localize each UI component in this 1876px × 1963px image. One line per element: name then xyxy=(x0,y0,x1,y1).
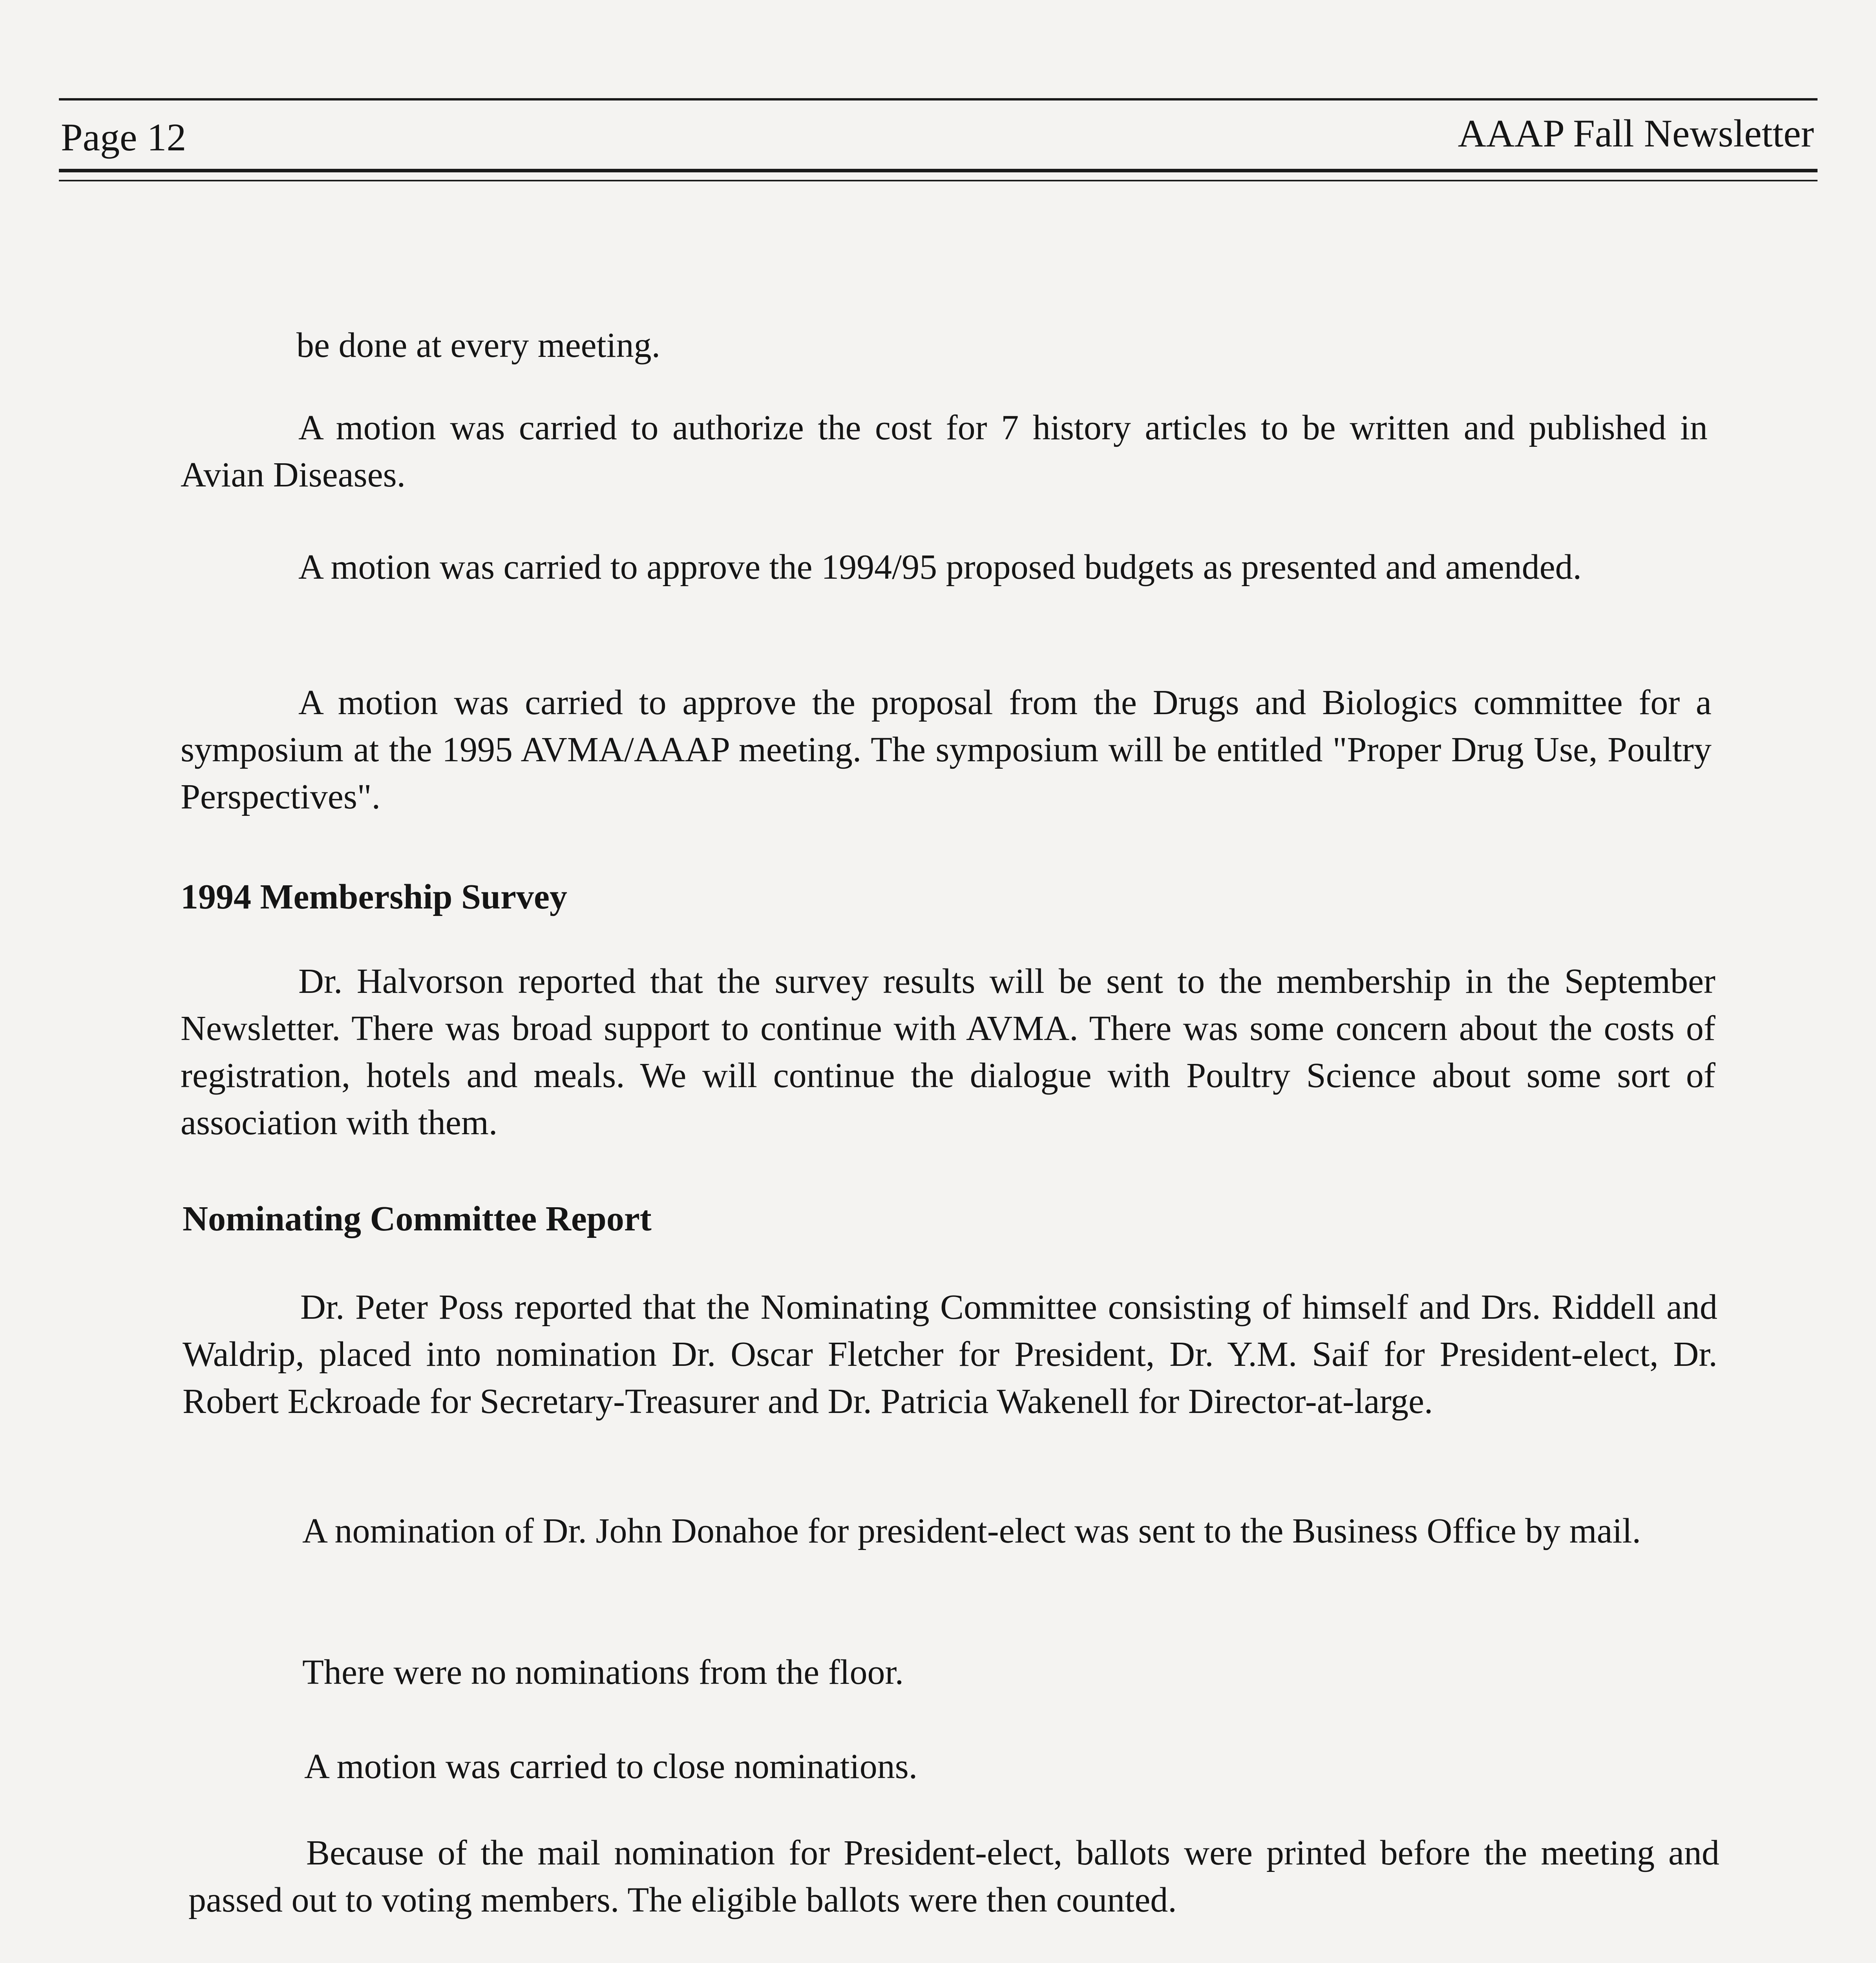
paragraph-close-nominations: A motion was carried to close nominations. xyxy=(304,1747,918,1786)
newsletter-title: AAAP Fall Newsletter xyxy=(1458,111,1814,155)
paragraph-nominating-report: Dr. Peter Poss reported that the Nominating Committee consisting of himself and Drs. Riddell and Waldrip, placed into nomination Dr. Oscar Fletcher for President, Dr. Y.M. Saif for President-elect, Dr. Robert Eckroade for Secretary-Treasurer and Dr. Patricia Wakenell for Director-at-large. xyxy=(183,1288,1717,1421)
paragraph-continuation: be done at every meeting. xyxy=(296,326,661,365)
page-number: Page 12 xyxy=(61,115,186,159)
paragraph-budgets: A motion was carried to approve the 1994/95 proposed budgets as presented and amended. xyxy=(298,548,1582,587)
header-bottom-rule-thick xyxy=(59,169,1818,172)
heading-nominating-committee: Nominating Committee Report xyxy=(183,1199,652,1238)
paragraph-symposium: A motion was carried to approve the proposal from the Drugs and Biologics committee for a symposium at the 1995 AVMA/AAAP meeting. The symposium will be entitled "Proper Drug Use, Poultry Perspectives". xyxy=(181,683,1712,816)
paragraph-membership-survey: Dr. Halvorson reported that the survey results will be sent to the membership in the September Newsletter. There was broad support to continue with AVMA. There was some concern about the costs of registration, hotels and meals. We will continue the dialogue with Poultry Science about some sort of association with them. xyxy=(181,962,1715,1142)
paragraph-floor-nominations: There were no nominations from the floor. xyxy=(302,1653,904,1692)
paragraph-history-articles: A motion was carried to authorize the cost for 7 history articles to be written and published in Avian Diseases. xyxy=(181,408,1708,494)
heading-membership-survey: 1994 Membership Survey xyxy=(181,877,567,916)
paragraph-ballots: Because of the mail nomination for President-elect, ballots were printed before the meeting and passed out to voting members. The eligible ballots were then counted. xyxy=(188,1833,1719,1919)
paragraph-mail-nomination: A nomination of Dr. John Donahoe for president-elect was sent to the Business Office by mail. xyxy=(302,1512,1641,1550)
header-top-rule xyxy=(59,98,1818,101)
header-bottom-rule-thin xyxy=(59,180,1818,181)
